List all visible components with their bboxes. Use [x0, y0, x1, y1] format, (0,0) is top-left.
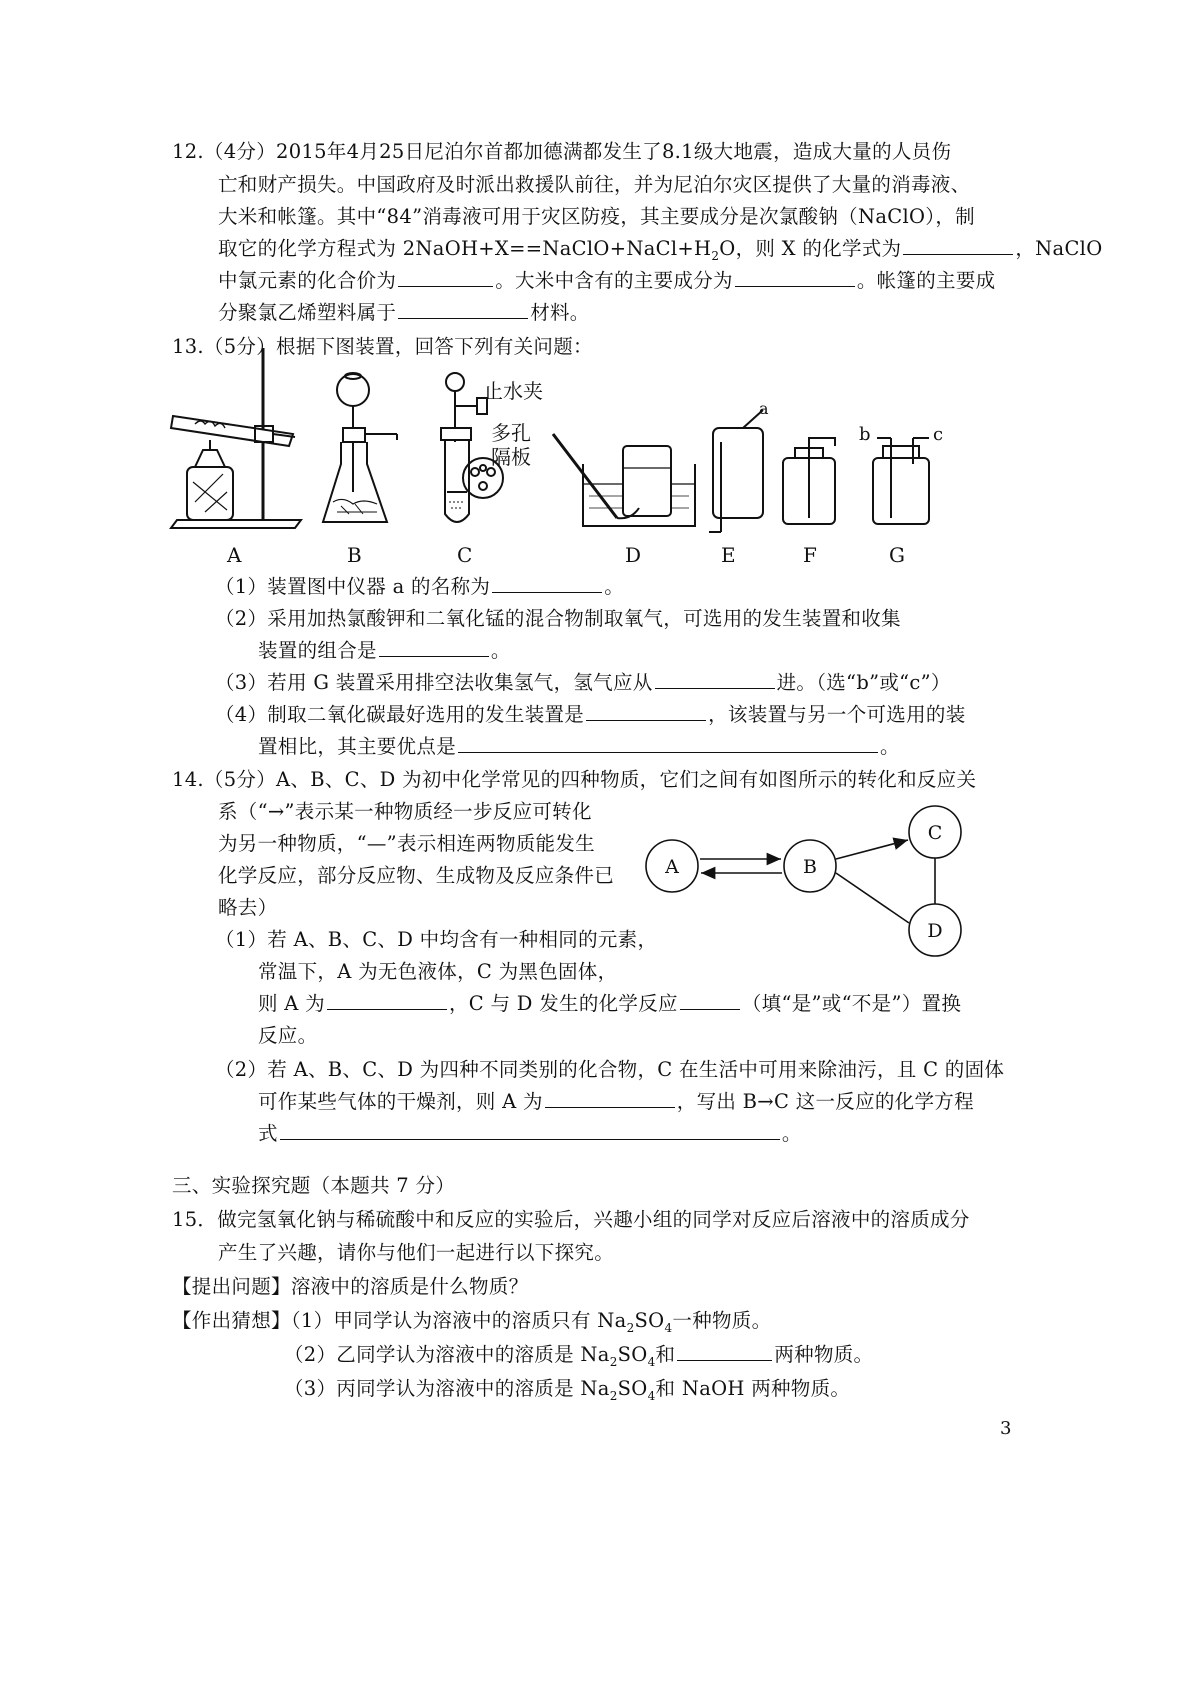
answer-blank-a-compound[interactable] — [545, 1087, 675, 1108]
label-C: C — [457, 543, 473, 567]
label-a: a — [759, 399, 769, 418]
text: 。 — [880, 735, 900, 758]
label-D: D — [625, 543, 642, 567]
answer-blank-oxygen-setup[interactable] — [379, 636, 489, 657]
text: 和 — [655, 1343, 676, 1366]
subscript: 2 — [609, 1388, 618, 1403]
text: O，则 X 的化学式为 — [719, 237, 902, 260]
text: ，C 与 D 发生的化学反应 — [448, 992, 678, 1015]
q15-guess1 — [172, 1306, 771, 1336]
q15-guess3 — [284, 1374, 850, 1404]
text: 中氯元素的化合价为 — [218, 269, 397, 292]
label-G: G — [889, 543, 905, 567]
text: 式 — [258, 1122, 278, 1145]
q12-line4 — [218, 234, 1103, 264]
subscript: 4 — [664, 1320, 673, 1335]
q15-ask — [172, 1272, 528, 1302]
text: （4）制取二氧化碳最好选用的发生装置是 — [215, 703, 585, 726]
section-3-heading: 三、实验探究题（本题共 7 分） — [172, 1174, 456, 1197]
q13-sub2-cont — [258, 636, 511, 666]
text: 进。（选“b”或“c”） — [776, 671, 951, 694]
text: 则 A 为 — [258, 992, 325, 1015]
answer-blank-advantage[interactable] — [458, 732, 878, 753]
text: 材料。 — [530, 301, 590, 324]
q14-line3: 为另一种物质，“—”表示相连两物质能发生 — [218, 832, 595, 855]
label-F: F — [803, 543, 817, 567]
subscript: 2 — [609, 1354, 618, 1369]
text: 【提出问题】 — [172, 1275, 291, 1298]
apparatus-figure — [165, 342, 965, 582]
text: ，写出 B→C 这一反应的化学方程 — [676, 1090, 974, 1113]
text: 可作某些气体的干燥剂，则 A 为 — [258, 1090, 543, 1113]
q15-line1: 15．做完氢氧化钠与稀硫酸中和反应的实验后，兴趣小组的同学对反应后溶液中的溶质成分 — [172, 1208, 970, 1231]
node-label-c: C — [927, 822, 943, 844]
text: （3）丙同学认为溶液中的溶质是 Na — [284, 1377, 610, 1400]
q15-guess2 — [284, 1340, 873, 1370]
subscript: 4 — [647, 1388, 656, 1403]
text: 和 NaOH 两种物质。 — [655, 1377, 851, 1400]
label-clamp: 止水夹 — [483, 379, 543, 403]
q14-line2: 系（“→”表示某一种物质经一步反应可转化 — [218, 800, 592, 823]
q13-sub4 — [215, 700, 966, 730]
apparatus-a — [171, 348, 301, 528]
text: （填“是”或“不是”）置换 — [741, 992, 962, 1015]
text: 置相比，其主要优点是 — [258, 735, 457, 758]
apparatus-d — [553, 434, 695, 526]
link-b-d — [836, 873, 909, 923]
q13-sub1 — [215, 572, 624, 602]
label-porous-2: 隔板 — [491, 445, 531, 469]
answer-blank-co2-setup[interactable] — [586, 700, 706, 721]
text: 溶液中的溶质是什么物质？ — [290, 1275, 529, 1298]
node-label-a: A — [665, 856, 679, 878]
answer-blank-instrument-a[interactable] — [492, 572, 602, 593]
q12-line2: 亡和财产损失。中国政府及时派出救援队前往，并为尼泊尔灾区提供了大量的消毒液、 — [218, 173, 971, 196]
q14-part1a: （1）若 A、B、C、D 中均含有一种相同的元素， — [215, 928, 658, 951]
text: （2）乙同学认为溶液中的溶质是 Na — [284, 1343, 610, 1366]
answer-blank-a-substance[interactable] — [327, 989, 447, 1010]
q12-line1: 12.（4分）2015年4月25日尼泊尔首都加德满都发生了8.1级大地震，造成大量的人员伤 — [172, 140, 952, 163]
q14-line4: 化学反应，部分反应物、生成物及反应条件已 — [218, 864, 615, 887]
answer-blank-hydrogen-inlet[interactable] — [655, 668, 775, 689]
answer-blank-equation[interactable] — [280, 1119, 780, 1140]
text: 分聚氯乙烯塑料属于 — [218, 301, 397, 324]
text: （3）若用 G 装置采用排空法收集氢气，氢气应从 — [215, 671, 653, 694]
subscript: 2 — [711, 248, 720, 263]
q13-title: 13.（5分）根据下图装置，回答下列有关问题： — [172, 335, 593, 358]
subscript: 4 — [647, 1354, 656, 1369]
apparatus-g — [873, 438, 929, 524]
text: 。 — [781, 1122, 802, 1145]
text: SO — [617, 1377, 648, 1400]
equation-text: 取它的化学方程式为 2NaOH+X==NaClO+NaCl+H — [218, 237, 712, 260]
answer-blank-replacement[interactable] — [680, 989, 740, 1010]
q13-sub4-cont — [258, 732, 900, 762]
label-A: A — [227, 543, 242, 567]
node-label-b: B — [803, 856, 817, 878]
relation-diagram — [630, 805, 970, 985]
answer-blank-rice-component[interactable] — [735, 266, 855, 287]
q14-line5: 略去） — [218, 896, 278, 919]
page-number: 3 — [1000, 1418, 1012, 1439]
text: 。大米中含有的主要成分为 — [495, 269, 733, 292]
q12-line3: 大米和帐篷。其中“84”消毒液可用于灾区防疫，其主要成分是次氯酸钠（NaClO），制 — [218, 205, 975, 228]
text: 装置的组合是 — [258, 639, 377, 662]
text: 【作出猜想】 — [172, 1309, 291, 1332]
label-c: c — [933, 424, 944, 445]
q13-sub2: （2）采用加热氯酸钾和二氧化锰的混合物制取氧气，可选用的发生装置和收集 — [215, 607, 901, 630]
text: （1）甲同学认为溶液中的溶质只有 Na — [290, 1309, 627, 1332]
q14-part2d — [258, 1119, 802, 1149]
text: ，该装置与另一个可选用的装 — [708, 703, 966, 726]
apparatus-f — [783, 438, 835, 524]
text: 。 — [490, 639, 511, 662]
q14-part1f: 反应。 — [258, 1024, 318, 1047]
answer-blank-valence[interactable] — [398, 266, 493, 287]
answer-blank-second-solute[interactable] — [677, 1340, 772, 1361]
q14-line1: 14.（5分）A、B、C、D 为初中化学常见的四种物质，它们之间有如图所示的转化和反应关 — [172, 768, 977, 791]
arrow-b-to-c — [836, 840, 908, 859]
answer-blank-material[interactable] — [398, 298, 528, 319]
text: 一种物质。 — [672, 1309, 772, 1332]
text: 。 — [604, 575, 625, 598]
label-B: B — [347, 543, 362, 567]
q12-line5 — [218, 266, 995, 296]
q14-part1b: 常温下，A 为无色液体，C 为黑色固体， — [258, 960, 618, 983]
q14-part2a: （2）若 A、B、C、D 为四种不同类别的化合物，C 在生活中可用来除油污，且 C 的固体 — [215, 1058, 1005, 1081]
text: ，NaClO — [1015, 237, 1103, 260]
label-E: E — [721, 543, 736, 567]
text: （1）装置图中仪器 a 的名称为 — [215, 575, 491, 598]
label-porous-1: 多孔 — [491, 421, 531, 445]
apparatus-e — [709, 410, 763, 532]
q15-line2: 产生了兴趣，请你与他们一起进行以下探究。 — [218, 1241, 615, 1264]
label-b: b — [859, 424, 871, 445]
apparatus-b — [323, 373, 397, 522]
answer-blank-x-formula[interactable] — [903, 234, 1013, 255]
text: 两种物质。 — [774, 1343, 874, 1366]
q12-line6 — [218, 298, 590, 328]
q14-part2b — [258, 1087, 974, 1117]
q13-sub3 — [215, 668, 951, 698]
subscript: 2 — [626, 1320, 635, 1335]
node-label-d: D — [927, 920, 943, 942]
q14-part1c — [258, 989, 961, 1019]
text: 。帐篷的主要成 — [856, 269, 996, 292]
text: SO — [634, 1309, 665, 1332]
text: SO — [617, 1343, 648, 1366]
